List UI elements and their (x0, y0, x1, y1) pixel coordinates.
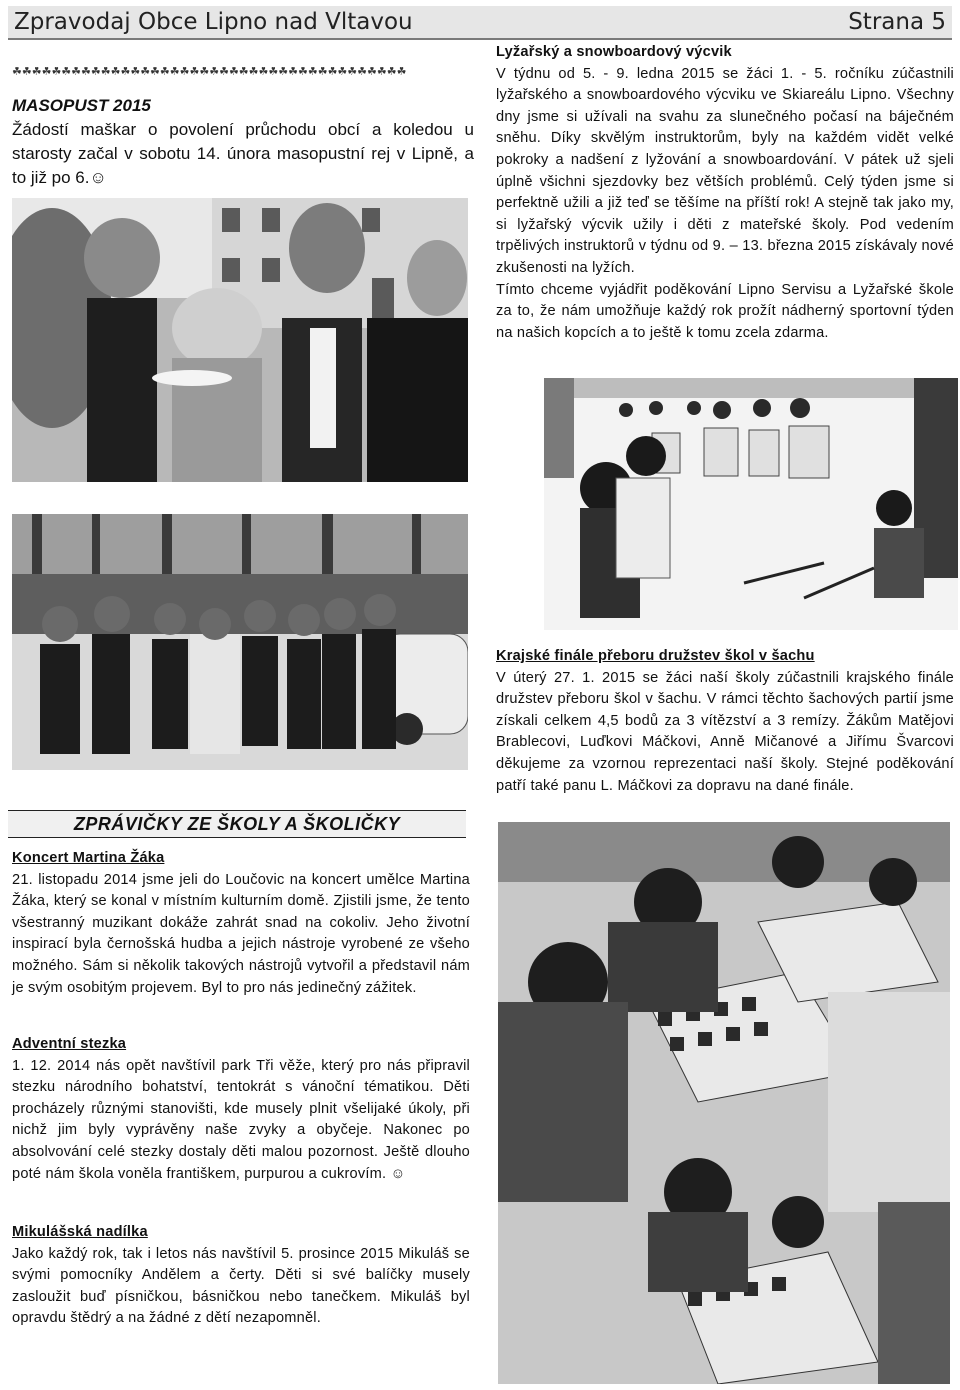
ski-photo (544, 378, 958, 630)
chess-text: V úterý 27. 1. 2015 se žáci naší školy zúčastnili krajského finále družstev přeboru škol v šachu. V rámci těchto šachových partií jsme získali celkem 4,5 bodů za 3 vítězství a 3 remízy. Žákům Matějovi Brablecovi, Luďkovi Máčkovi, Anně Mičanové a Jiřímu Švarcovi děkujeme za vzornou reprezentaci naší školy. Stejné poděkování patří také panu L. Máčkovi za dopravu na dané finále. (496, 669, 954, 794)
page-header (8, 6, 952, 40)
mikulas-heading: Mikulášská nadílka (12, 1224, 148, 1240)
masopust-heading: MASOPUST 2015 (12, 96, 151, 115)
school-news-banner: ZPRÁVIČKY ZE ŠKOLY A ŠKOLIČKY (8, 810, 466, 838)
masopust-text: Žádostí maškar o povolení průchodu obcí a koledou u starosty začal v sobotu 14. února masopustní rej v Lipně, a to již po 6.☺ (12, 120, 474, 187)
koncert-article (12, 848, 470, 999)
newsletter-title: Zpravodaj Obce Lipno nad Vltavou (14, 9, 413, 35)
chess-photo (498, 822, 950, 1384)
mikulas-article (12, 1222, 470, 1330)
koncert-text: 21. listopadu 2014 jsme jeli do Loučovic na koncert umělce Martina Žáka, který se konal v místním kulturním domě. Zjistili jsme, že tento všestranný muzikant dokáže zahrát snad na cokoliv. Jeho životní inspirací byla černošská hudba a jejich nástroje vyrobené ze všeho možného. Sám si několik takových nástrojů vytvořil a představil nám je svým osobitým projevem. Byl to pro nás jedinečný zážitek. (12, 871, 470, 996)
ski-article (496, 42, 954, 344)
koncert-heading: Koncert Martina Žáka (12, 850, 165, 866)
page-number: Strana 5 (848, 9, 946, 35)
carnival-group-photo (12, 514, 468, 770)
masopust-article (12, 94, 474, 190)
ski-thanks: Tímto chceme vyjádřit poděkování Lipno Servisu a Lyžařské škole za to, že nám umožňuje každý rok prožít nádherný sportovní týden na našich kopcích a to ještě k tomu zcela zdarma. (496, 281, 954, 341)
ski-heading: Lyžařský a snowboardový výcvik (496, 44, 732, 60)
ornament-divider: ☘☘☘☘☘☘☘☘☘☘☘☘☘☘☘☘☘☘☘☘☘☘☘☘☘☘☘☘☘☘☘☘☘☘☘☘☘☘☘☘ (12, 66, 407, 78)
advent-heading: Adventní stezka (12, 1036, 127, 1052)
masopust-photo (12, 198, 468, 482)
ski-text: V týdnu od 5. - 9. ledna 2015 se žáci 1. - 5. ročníku zúčastnili lyžařského a snowboardového výcviku ve Skiareálu Lipno. Všechny dny jsme si užívali na svahu za slunečného počasí na báječném sněhu. Díky skvělým instruktorům, byly na každém vidět velké pokroky a nadšení z lyžování a snowboardování. V pátek už sjeli úplně všichni sjezdovky bez větších problémů. Celý týden jsme si perfektně užili a již teď se těšíme na příští rok! A stejně tak jako my, si lyžařský výcvik užily i děti z mateřské školy. Pod vedením trpělivých instruktorů v týdnu od 9. – 13. března 2015 získávaly nové zkušenosti na lyžích. (496, 65, 954, 276)
advent-text: 1. 12. 2014 nás opět navštívil park Tři věže, který pro nás připravil stezku národního bohatství, tentokrát s vánoční tématikou. Děti procházely různými stanovišti, kde musely plnit všelijaké úkoly, při nichž jim byly vyprávěny naše zvyky a obyčeje. Nakonec po absolvování celé stezky dostaly děti malou pozornost. Ještě dlouho poté nám škola voněla františkem, purpurou a cukrovím. ☺ (12, 1057, 470, 1182)
chess-article (496, 646, 954, 797)
advent-article (12, 1034, 470, 1185)
chess-heading: Krajské finále přeboru družstev škol v šachu (496, 648, 815, 664)
mikulas-text: Jako každý rok, tak i letos nás navštívil 5. prosince 2015 Mikuláš se svými pomocníky Andělem a čerty. Děti si své balíčky musely zasloužit buď písničkou, básničkou nebo tanečkem. Mikuláš byl opravdu štědrý a na žádné z dětí nezapomněl. (12, 1245, 470, 1327)
